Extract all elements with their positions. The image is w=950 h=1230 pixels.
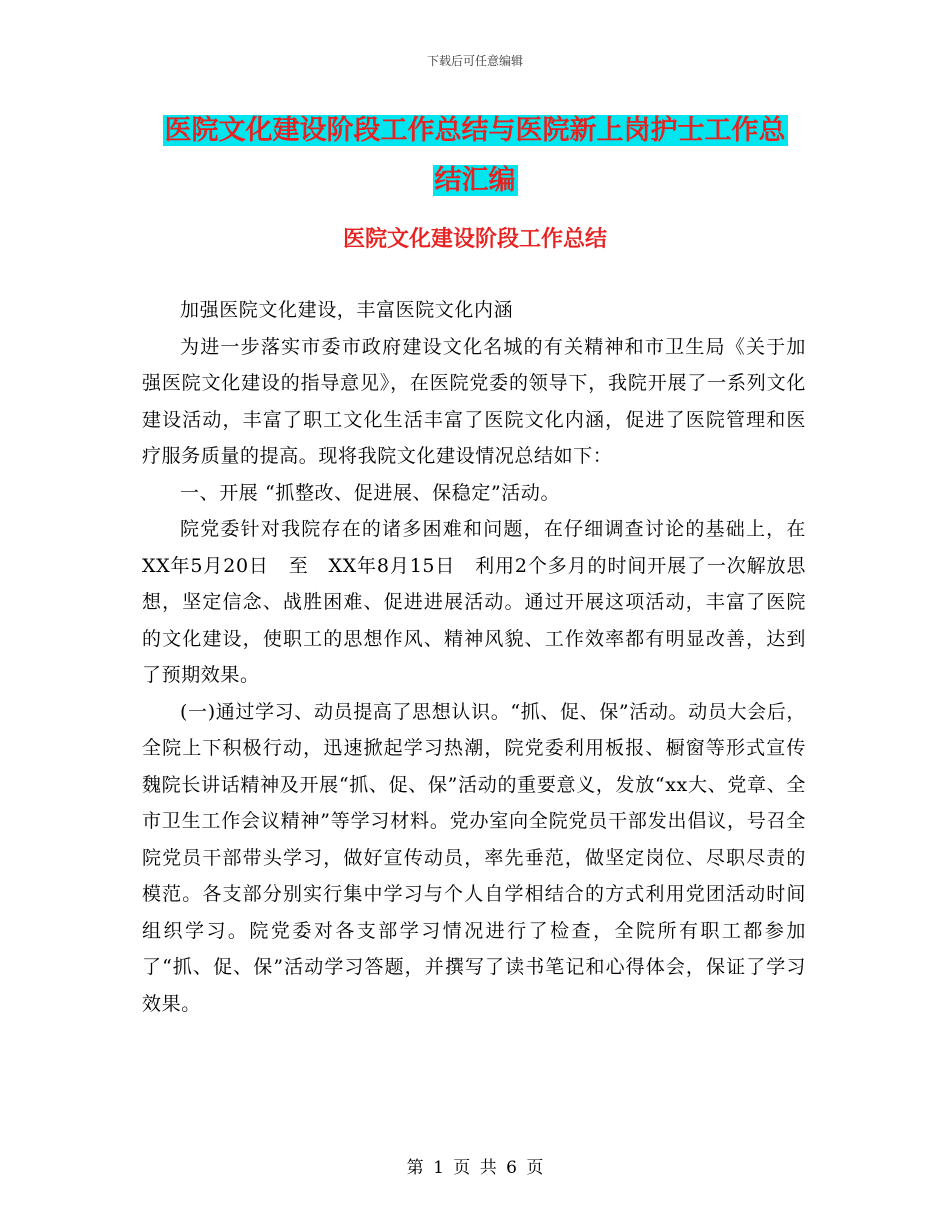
paragraph-study: (一)通过学习、动员提高了思想认识。“抓、促、保”活动。动员大会后，全院上下积极行动，迅速掀起学习热潮，院党委利用板报、橱窗等形式宣传魏院长讲话精神及开展“抓、促、保”活动的重要意义，发放“xx大、党章、全市卫生工作会议精神”等学习材料。党办室向全院党员干部发出倡议，号召全院党员干部带头学习，做好宣传动员，率先垂范，做坚定岗位、尽职尽责的模范。各支部分别实行集中学习与个人自学相结合的方式利用党团活动时间组织学习。院党委对各支部学习情况进行了检查，全院所有职工都参加了“抓、促、保”活动学习答题，并撰写了读书笔记和心得体会，保证了学习效果。 (142, 700, 806, 1015)
document-title-line-1: 医院文化建设阶段工作总结与医院新上岗护士工作总 (164, 115, 786, 146)
document-body (142, 292, 826, 1022)
paragraph-subtitle: 加强医院文化建设，丰富医院文化内涵 (180, 299, 514, 321)
paragraph-activity: 院党委针对我院存在的诸多困难和问题，在仔细调查讨论的基础上，在 XX年5月20日 至 XX年8月15日 利用2个多月的时间开展了一次解放思想，坚定信念、战胜困难、促进进展活动。通过开展这项活动，丰富了医院的文化建设，使职工的思想作风、精神风貌、工作效率都有明显改善，达到了预期效果。 (142, 518, 826, 686)
document-title (140, 106, 810, 206)
document-title-line-2: 结汇编 (434, 165, 516, 196)
header-note: 下载后可任意编辑 (426, 54, 523, 68)
section-title: 医院文化建设阶段工作总结 (342, 226, 607, 252)
paragraph-heading-1: 一、开展 “抓整改、促进展、保稳定”活动。 (180, 481, 561, 504)
page-number: 第 1 页 共 6 页 (406, 1158, 544, 1178)
paragraph-intro: 为进一步落实市委市政府建设文化名城的有关精神和市卫生局《关于加强医院文化建设的指导意见》，在医院党委的领导下，我院开展了一系列文化建设活动，丰富了职工文化生活丰富了医院文化内涵，促进了医院管理和医疗服务质量的提高。现将我院文化建设情况总结如下： (142, 335, 806, 467)
